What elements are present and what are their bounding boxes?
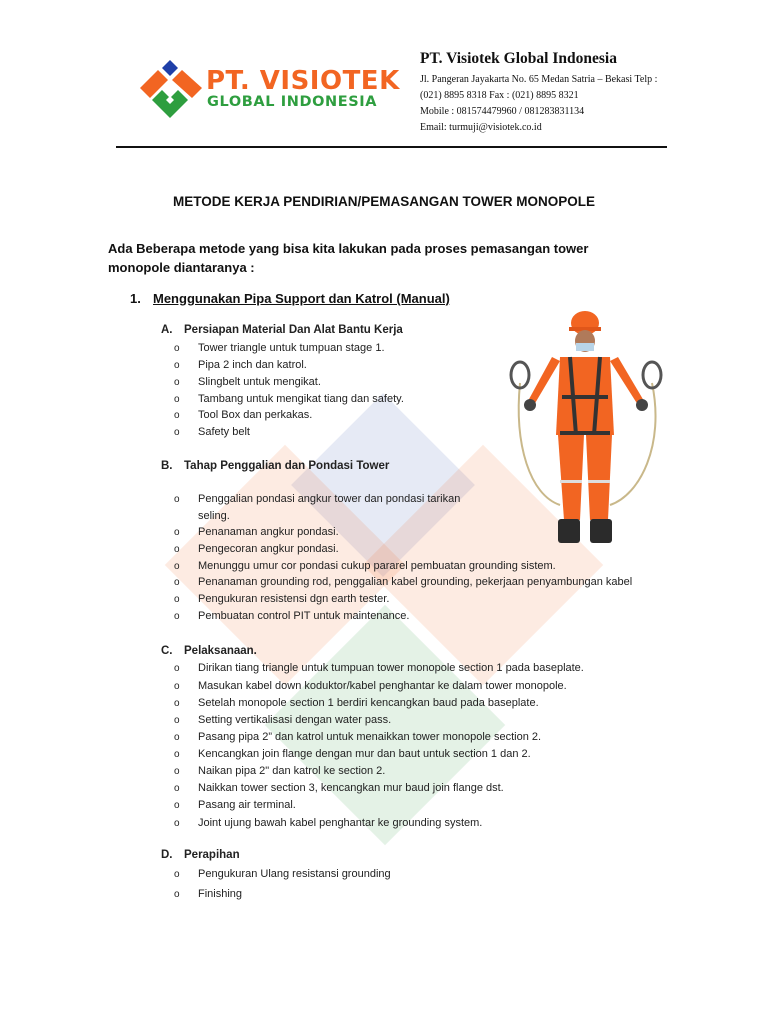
bullet-marker: o	[174, 611, 180, 622]
list-item-text: Kencangkan join flange dengan mur dan baut untuk section 1 dan 2.	[198, 748, 531, 760]
list-item-text: Naikkan tower section 3, kencangkan mur baud join flange dst.	[198, 782, 504, 794]
list-item-text: Setelah monopole section 1 berdiri kencangkan baud pada baseplate.	[198, 697, 539, 709]
subsection-title: Perapihan	[184, 849, 240, 861]
list-item	[174, 782, 504, 794]
mobile-line: Mobile : 081574479960 / 081283831134	[420, 106, 585, 117]
list-item-text: Tower triangle untuk tumpuan stage 1.	[198, 342, 385, 354]
header-divider	[116, 146, 667, 148]
bullet-marker: o	[174, 544, 180, 555]
list-item	[174, 868, 391, 880]
list-item-text: Penanaman grounding rod, penggalian kabel grounding, pekerjaan penyambungan kabel	[198, 576, 633, 588]
bullet-marker: o	[174, 377, 180, 388]
phone-fax-line: (021) 8895 8318 Fax : (021) 8895 8321	[420, 90, 579, 101]
list-item	[174, 543, 339, 555]
bullet-marker: o	[174, 800, 180, 811]
bullet-marker: o	[174, 360, 180, 371]
intro-paragraph: Ada Beberapa metode yang bisa kita lakukan pada proses pemasangan tower monopole diantaranya :	[108, 241, 589, 275]
bullet-marker: o	[174, 663, 180, 674]
bullet-marker: o	[174, 527, 180, 538]
section-1-heading	[130, 291, 450, 306]
list-item-continuation: seling.	[198, 510, 230, 522]
list-item-text: Finishing	[198, 888, 243, 900]
list-item-text: Slingbelt untuk mengikat.	[198, 376, 321, 388]
company-name: PT. Visiotek Global Indonesia	[420, 50, 617, 67]
bullet-marker: o	[174, 561, 180, 572]
list-item-text: Joint ujung bawah kabel penghantar ke grounding system.	[198, 817, 483, 829]
list-item	[174, 765, 385, 777]
subsection-d-heading	[161, 849, 240, 861]
list-item-text: Menunggu umur cor pondasi cukup pararel pembuatan grounding sistem.	[198, 560, 556, 572]
list-item	[174, 680, 567, 692]
list-item-text: Pasang air terminal.	[198, 799, 296, 811]
subsection-b-heading	[161, 460, 389, 472]
list-item-text: Naikan pipa 2" dan katrol ke section 2.	[198, 765, 386, 777]
list-item-text: Safety belt	[198, 426, 250, 438]
list-item	[174, 560, 556, 572]
subsection-letter: A.	[161, 324, 173, 336]
bullet-marker: o	[174, 766, 180, 777]
list-item-text: Pipa 2 inch dan katrol.	[198, 359, 307, 371]
section-number: 1.	[130, 291, 141, 306]
list-item	[174, 526, 339, 538]
list-item-text: Setting vertikalisasi dengan water pass.	[198, 714, 392, 726]
list-item-text: Pasang pipa 2” dan katrol untuk menaikkan tower monopole section 2.	[198, 731, 542, 743]
list-item	[174, 817, 482, 829]
list-item-text: Penggalian pondasi angkur tower dan pondasi tarikan	[198, 493, 461, 505]
list-item-text: Pengukuran resistensi dgn earth tester.	[198, 593, 390, 605]
bullet-marker: o	[174, 715, 180, 726]
list-item	[174, 731, 541, 743]
bullet-marker: o	[174, 594, 180, 605]
list-item	[174, 714, 391, 726]
list-item-text: Pengukuran Ulang resistansi grounding	[198, 868, 391, 880]
subsection-letter: C.	[161, 645, 173, 657]
list-item	[174, 662, 584, 674]
list-item-text: Masukan kabel down koduktor/kabel penghantar ke dalam tower monopole.	[198, 680, 567, 692]
bullet-marker: o	[174, 698, 180, 709]
subsection-letter: B.	[161, 460, 173, 472]
address-line: Jl. Pangeran Jayakarta No. 65 Medan Satria – Bekasi Telp :	[420, 74, 658, 85]
list-item-text: Penanaman angkur pondasi.	[198, 526, 339, 538]
bullet-marker: o	[174, 869, 180, 880]
list-item-text: Dirikan tiang triangle untuk tumpuan tower monopole section 1 pada baseplate.	[198, 662, 584, 674]
subsection-title: Tahap Penggalian dan Pondasi Tower	[184, 460, 390, 472]
section-title: Menggunakan Pipa Support dan Katrol (Manual)	[153, 291, 450, 306]
list-item	[174, 342, 385, 354]
bullet-marker: o	[174, 681, 180, 692]
list-item	[174, 888, 242, 900]
bullet-marker: o	[174, 749, 180, 760]
subsection-c-heading	[161, 645, 257, 657]
logo-line1: PT. VISIOTEK	[206, 66, 400, 96]
bullet-marker: o	[174, 577, 180, 588]
list-item	[174, 697, 539, 709]
bullet-marker: o	[174, 889, 180, 900]
logo-mark-icon	[138, 58, 204, 122]
list-item	[174, 593, 389, 605]
list-item	[174, 493, 460, 505]
list-item-text: Pembuatan control PIT untuk maintenance.	[198, 610, 410, 622]
worker-safety-harness-image	[490, 305, 680, 555]
bullet-marker: o	[174, 494, 180, 505]
list-item-text: Pengecoran angkur pondasi.	[198, 543, 339, 555]
list-item	[174, 393, 404, 405]
list-item	[174, 409, 312, 421]
list-item	[174, 426, 250, 438]
bullet-marker: o	[174, 732, 180, 743]
list-item-text: Tool Box dan perkakas.	[198, 409, 313, 421]
list-item	[174, 799, 296, 811]
email-line: Email: turmuji@visiotek.co.id	[420, 122, 542, 133]
subsection-letter: D.	[161, 849, 173, 861]
bullet-marker: o	[174, 343, 180, 354]
bullet-marker: o	[174, 818, 180, 829]
document-title: METODE KERJA PENDIRIAN/PEMASANGAN TOWER MONOPOLE	[172, 194, 596, 209]
subsection-title: Persiapan Material Dan Alat Bantu Kerja	[184, 324, 403, 336]
list-item	[174, 748, 531, 760]
list-item	[174, 610, 409, 622]
subsection-title: Pelaksanaan.	[184, 645, 257, 657]
logo-line2: GLOBAL INDONESIA	[207, 94, 378, 110]
list-item-text: Tambang untuk mengikat tiang dan safety.	[198, 393, 404, 405]
list-item	[174, 359, 307, 371]
subsection-a-heading	[161, 324, 403, 336]
bullet-marker: o	[174, 427, 180, 438]
bullet-marker: o	[174, 410, 180, 421]
bullet-marker: o	[174, 783, 180, 794]
list-item	[174, 376, 321, 388]
list-item	[174, 576, 632, 588]
bullet-marker: o	[174, 394, 180, 405]
